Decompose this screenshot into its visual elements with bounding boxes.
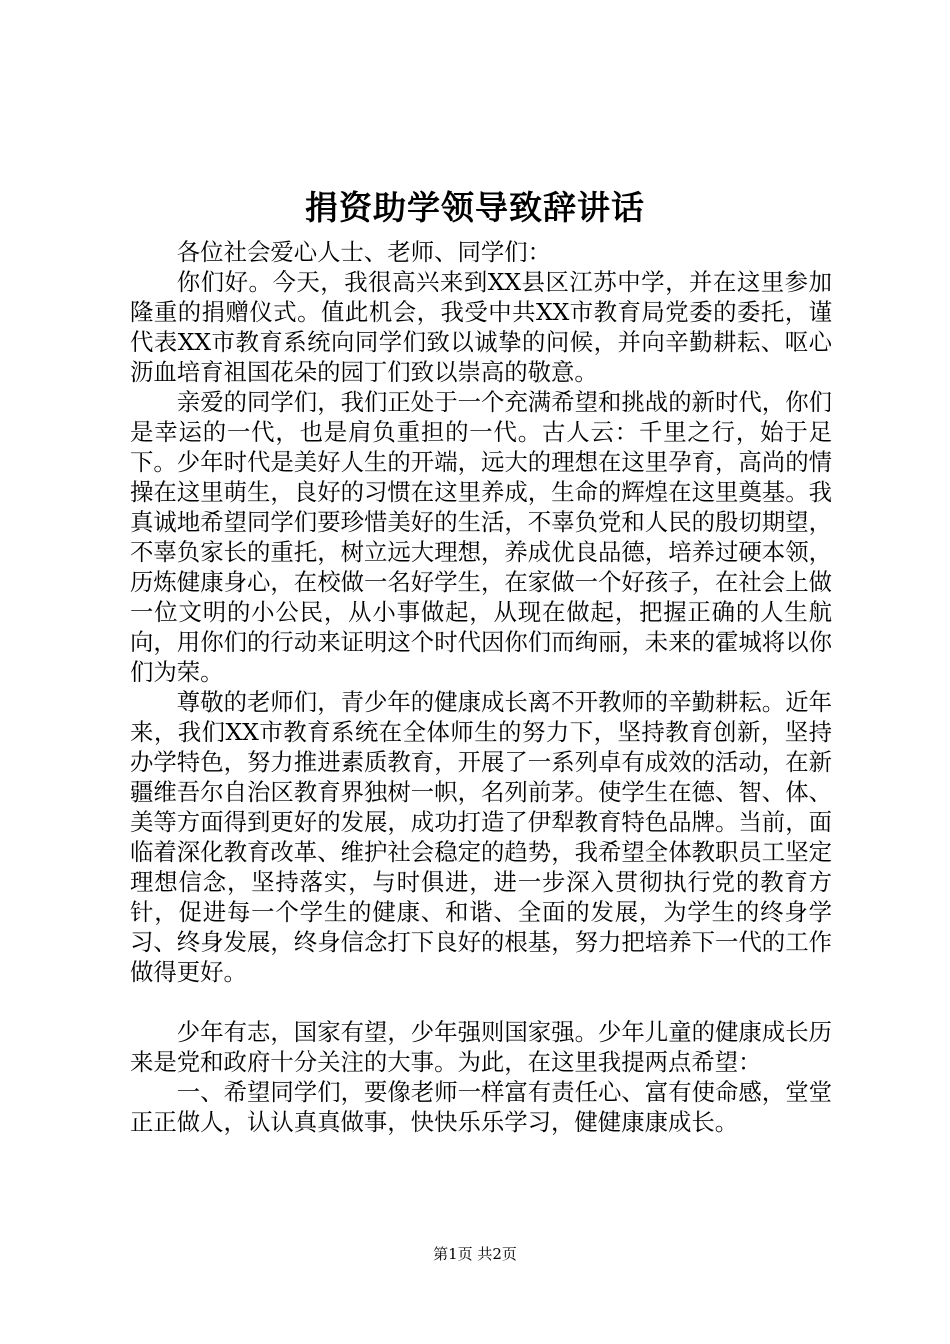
- document-body: [130, 237, 832, 1137]
- paragraph-hope-one: 一、希望同学们，要像老师一样富有责任心、富有使命感，堂堂正正做人，认认真真做事，快快乐乐学习，健健康康成长。: [130, 1078, 832, 1136]
- paragraph-greeting: 你们好。今天，我很高兴来到XX县区江苏中学，并在这里参加隆重的捐赠仪式。值此机会，我受中共XX市教育局党委的委托，谨代表XX市教育系统向同学们致以诚挚的问候，并向辛勤耕耘、呕心沥血培育祖国花朵的园丁们致以崇高的敬意。: [130, 268, 832, 386]
- salutation: 各位社会爱心人士、老师、同学们：: [176, 238, 552, 266]
- paragraph-hopes-intro: 少年有志，国家有望，少年强则国家强。少年儿童的健康成长历来是党和政府十分关注的大事。为此，在这里我提两点希望：: [130, 1018, 832, 1076]
- page-footer: 第1页 共2页: [433, 1245, 517, 1263]
- paragraph-spacer: [130, 987, 832, 1017]
- document-title: 捐资助学领导致辞讲话: [305, 188, 645, 227]
- paragraph-teachers: 尊敬的老师们，青少年的健康成长离不开教师的辛勤耕耘。近年来，我们XX市教育系统在全体师生的努力下，坚持教育创新，坚持办学特色，努力推进素质教育，开展了一系列卓有成效的活动，在新疆维吾尔自治区教育界独树一帜，名列前茅。使学生在德、智、体、美等方面得到更好的发展，成功打造了伊犁教育特色品牌。当前，面临着深化教育改革、维护社会稳定的趋势，我希望全体教职员工坚定理想信念，坚持落实，与时俱进，进一步深入贯彻执行党的教育方针，促进每一个学生的健康、和谐、全面的发展，为学生的终身学习、终身发展，终身信念打下良好的根基，努力把培养下一代的工作做得更好。: [130, 688, 832, 986]
- paragraph-students: 亲爱的同学们，我们正处于一个充满希望和挑战的新时代，你们是幸运的一代，也是肩负重担的一代。古人云：千里之行，始于足下。少年时代是美好人生的开端，远大的理想在这里孕育，高尚的情操在这里萌生，良好的习惯在这里养成，生命的辉煌在这里奠基。我真诚地希望同学们要珍惜美好的生活，不辜负党和人民的殷切期望，不辜负家长的重托，树立远大理想，养成优良品德，培养过硬本领，历炼健康身心，在校做一名好学生，在家做一个好孩子，在社会上做一位文明的小公民，从小事做起，从现在做起，把握正确的人生航向，用你们的行动来证明这个时代因你们而绚丽，未来的霍城将以你们为荣。: [130, 388, 832, 686]
